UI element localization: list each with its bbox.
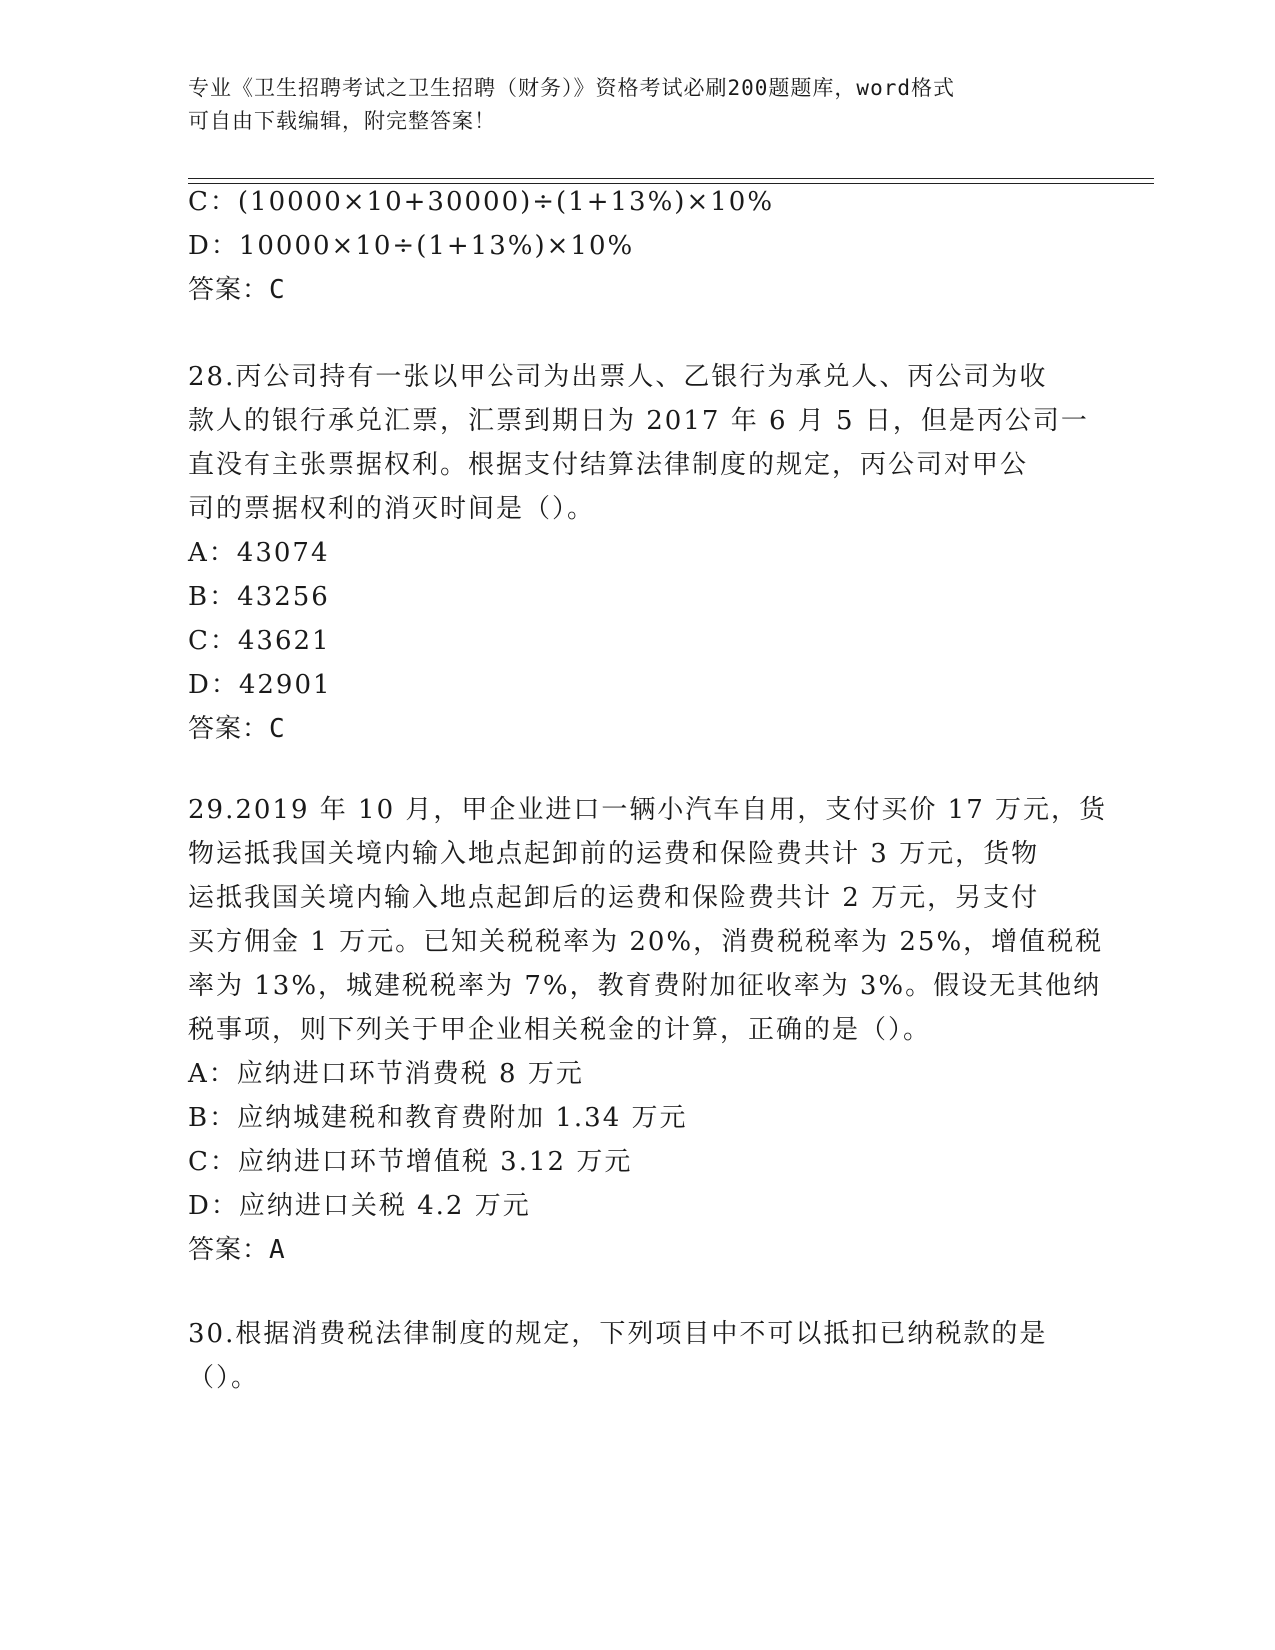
question-stem-line: 28.丙公司持有一张以甲公司为出票人、乙银行为承兑人、丙公司为收	[188, 362, 1048, 392]
option-d: D：应纳进口关税 4.2 万元	[188, 1191, 531, 1221]
question-stem-line: 30.根据消费税法律制度的规定，下列项目中不可以抵扣已纳税款的是	[188, 1319, 1048, 1349]
option-d: D：10000×10÷(1+13%)×10%	[188, 231, 635, 261]
option-d: D：42901	[188, 670, 332, 700]
document-header	[188, 72, 1068, 138]
option-b: B：43256	[188, 582, 330, 612]
header-line-2: 可自由下载编辑，附完整答案！	[188, 109, 496, 133]
question-stem-line: 司的票据权利的消灭时间是（）。	[188, 494, 596, 524]
answer: 答案：A	[188, 1235, 286, 1265]
question-stem-line: 率为 13%，城建税税率为 7%，教育费附加征收率为 3%。假设无其他纳	[188, 971, 1102, 1001]
question-stem-line: （）。	[188, 1363, 260, 1393]
question-stem-line: 运抵我国关境内输入地点起卸后的运费和保险费共计 2 万元，另支付	[188, 883, 1040, 913]
header-divider-top	[188, 178, 1154, 179]
question-stem-line: 直没有主张票据权利。根据支付结算法律制度的规定，丙公司对甲公	[188, 450, 1029, 480]
answer: 答案：C	[188, 714, 286, 744]
option-a: A：43074	[188, 538, 330, 568]
header-line-1: 专业《卫生招聘考试之卫生招聘（财务）》资格考试必刷200题题库，word格式	[188, 76, 955, 100]
question-stem-line: 29.2019 年 10 月，甲企业进口一辆小汽车自用，支付买价 17 万元，货	[188, 795, 1108, 825]
answer: 答案：C	[188, 275, 286, 305]
question-stem-line: 物运抵我国关境内输入地点起卸前的运费和保险费共计 3 万元，货物	[188, 839, 1040, 869]
option-a: A：应纳进口环节消费税 8 万元	[188, 1059, 584, 1089]
question-stem-line: 税事项，则下列关于甲企业相关税金的计算，正确的是（）。	[188, 1015, 932, 1045]
question-stem-line: 买方佣金 1 万元。已知关税税率为 20%，消费税税率为 25%，增值税税	[188, 927, 1104, 957]
option-c: C：(10000×10+30000)÷(1+13%)×10%	[188, 187, 775, 217]
option-c: C：43621	[188, 626, 331, 656]
option-c: C：应纳进口环节增值税 3.12 万元	[188, 1147, 633, 1177]
option-b: B：应纳城建税和教育费附加 1.34 万元	[188, 1103, 688, 1133]
question-stem-line: 款人的银行承兑汇票，汇票到期日为 2017 年 6 月 5 日，但是丙公司一	[188, 406, 1089, 436]
